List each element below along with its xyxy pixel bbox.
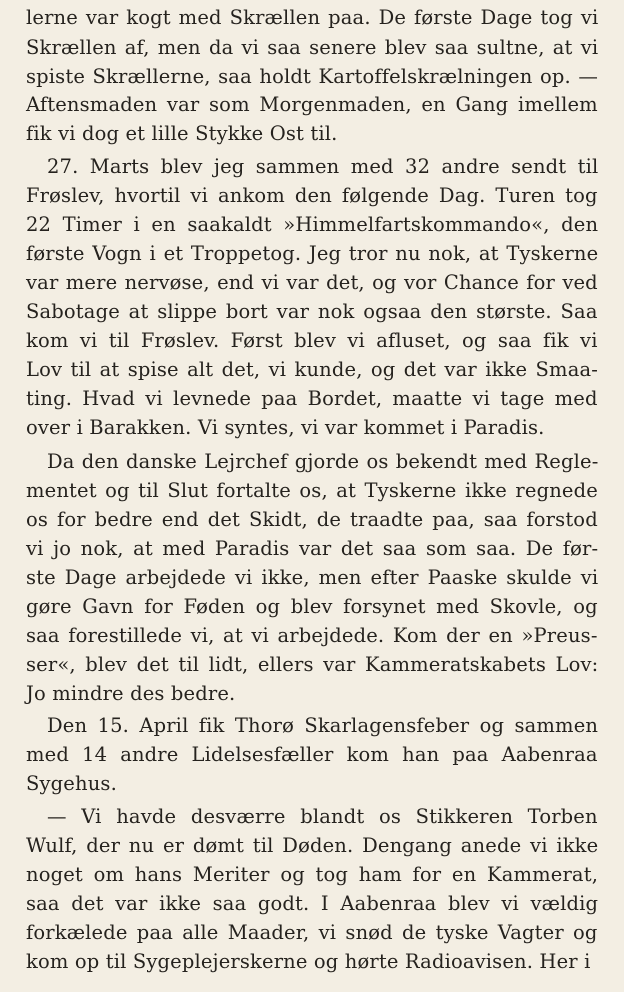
paragraph-2-line-1: 27. Marts blev jeg sammen med 32 andre sendt til (47, 155, 599, 178)
paragraph-3-line-5: ste Dage arbejdede vi ikke, men efter Paaske skulde vi (26, 566, 599, 589)
paragraph-3-line-8: ser«, blev det til lidt, ellers var Kammeratskabets Lov: (26, 653, 599, 676)
paragraph-3-line-9: Jo mindre des bedre. (26, 682, 236, 705)
paragraph-2-line-5: var mere nervøse, end vi var det, og vor Chance for ved (26, 271, 598, 294)
paragraph-2-line-6: Sabotage at slippe bort var nok ogsaa den største. Saa (26, 300, 598, 323)
paragraph-2-line-3: 22 Timer i en saakaldt »Himmelfartskommando«, den (26, 213, 599, 236)
paragraph-2-line-2: Frøslev, hvortil vi ankom den følgende Dag. Turen tog (26, 184, 598, 207)
paragraph-5-line-1: — Vi havde desværre blandt os Stikkeren Torben (47, 805, 598, 828)
paragraph-1-line-4: Aftensmaden var som Morgenmaden, en Gang imellem (26, 93, 598, 116)
paragraph-3-line-2: mentet og til Slut fortalte os, at Tyskerne ikke regnede (26, 479, 598, 502)
paragraph-2-line-9: ting. Hvad vi levnede paa Bordet, maatte vi tage med (26, 387, 598, 410)
paragraph-2-line-8: Lov til at spise alt det, vi kunde, og det var ikke Smaa- (26, 358, 598, 381)
paragraph-2-line-7: kom vi til Frøslev. Først blev vi afluset, og saa fik vi (26, 329, 598, 352)
paragraph-2-line-4: første Vogn i et Troppetog. Jeg tror nu nok, at Tyskerne (26, 242, 599, 265)
paragraph-3-line-6: gøre Gavn for Føden og blev forsynet med Skovle, og (26, 595, 598, 618)
paragraph-3-line-4: vi jo nok, at med Paradis var det saa som saa. De før- (26, 537, 599, 560)
paragraph-1-line-5: fik vi dog et lille Stykke Ost til. (26, 122, 338, 145)
paragraph-3-line-3: os for bedre end det Skidt, de traadte paa, saa forstod (26, 508, 598, 531)
paragraph-1-line-3: spiste Skrællerne, saa holdt Kartoffelskrælningen op. — (26, 65, 599, 88)
paragraph-4-line-3: Sygehus. (26, 772, 117, 795)
paragraph-4-line-2: med 14 andre Lidelsesfæller kom han paa Aabenraa (26, 743, 598, 766)
paragraph-3-line-1: Da den danske Lejrchef gjorde os bekendt med Regle- (47, 450, 599, 473)
paragraph-1-line-1: lerne var kogt med Skrællen paa. De første Dage tog vi (26, 6, 599, 29)
paragraph-2-line-10: over i Barakken. Vi syntes, vi var kommet i Paradis. (26, 416, 545, 439)
paragraph-5-line-6: kom op til Sygeplejerskerne og hørte Radioavisen. Her i (26, 950, 591, 973)
paragraph-1-line-2: Skrællen af, men da vi saa senere blev saa sultne, at vi (26, 36, 599, 59)
paragraph-5-line-2: Wulf, der nu er dømt til Døden. Dengang anede vi ikke (26, 834, 599, 857)
paragraph-3-line-7: saa forestillede vi, at vi arbejdede. Kom der en »Preus- (26, 624, 598, 647)
paragraph-4-line-1: Den 15. April fik Thorø Skarlagensfeber og sammen (47, 714, 599, 737)
paragraph-5-line-5: forkælede paa alle Maader, vi snød de tyske Vagter og (26, 921, 598, 944)
paragraph-5-line-3: noget om hans Meriter og tog ham for en Kammerat, (26, 863, 599, 886)
paragraph-5-line-4: saa det var ikke saa godt. I Aabenraa blev vi vældig (26, 892, 599, 915)
